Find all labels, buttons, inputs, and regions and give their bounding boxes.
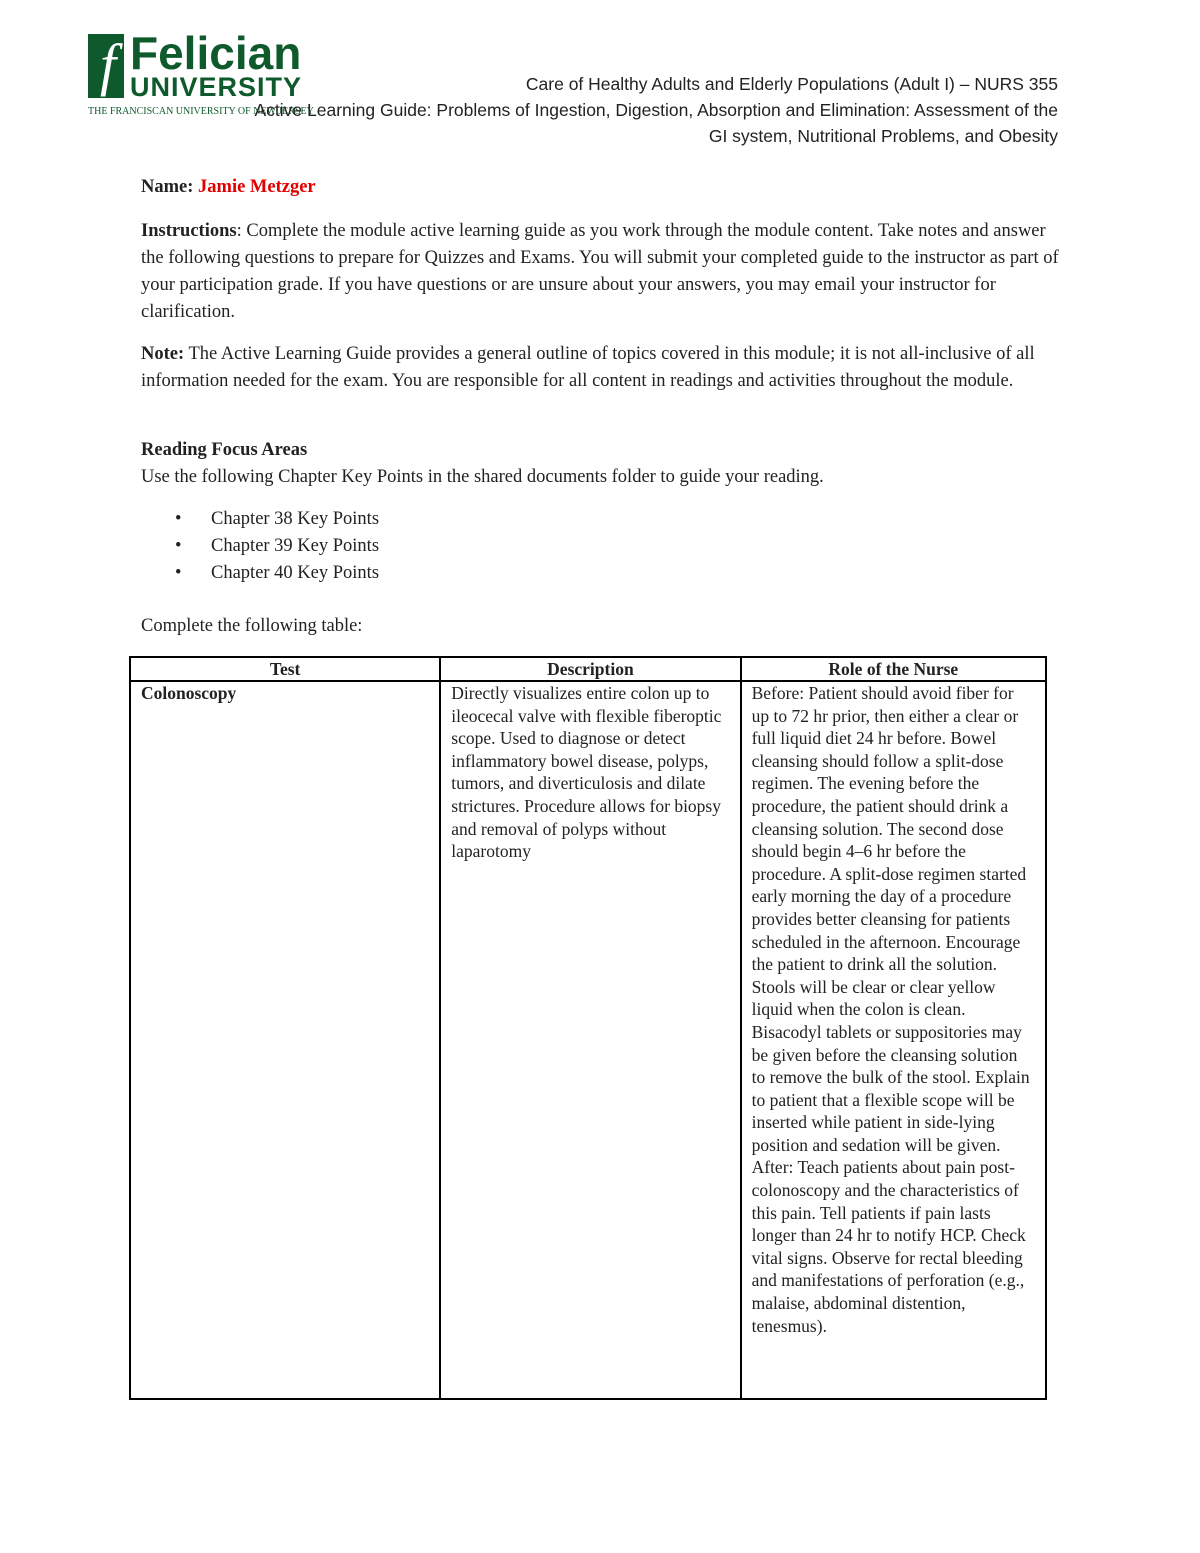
note-text: The Active Learning Guide provides a general outline of topics covered in this module; it is not all-inclusive of all information needed for the exam. You are responsible for all content in readings and activities throughout the module. [141, 344, 1035, 391]
table-instruction: Complete the following table: [141, 616, 363, 636]
bullet-icon: • [175, 509, 182, 529]
instructions-text: : Complete the module active learning guide as you work through the module content. Take notes and answer the following questions to prepare for Quizzes and Exams. You will submit your completed guide to the instructor as part of your participation grade. If you have questions or are unsure about your answers, you may email your instructor for clarification. [141, 221, 1059, 322]
note-label: Note: [141, 344, 185, 364]
reading-heading: Reading Focus Areas [141, 440, 308, 460]
instructions-paragraph [141, 218, 1061, 326]
list-item: • Chapter 38 Key Points [141, 506, 1061, 533]
header-role: Role of the Nurse [741, 657, 1046, 681]
note-paragraph [141, 341, 1061, 395]
list-item: • Chapter 40 Key Points [141, 560, 1061, 587]
guide-title-line2: GI system, Nutritional Problems, and Obesity [708, 126, 1058, 146]
header-test: Test [130, 657, 440, 681]
logo-name: Felician [130, 27, 302, 79]
list-item: • Chapter 39 Key Points [141, 533, 1061, 560]
logo-tagline: THE FRANCISCAN UNIVERSITY OF NEW JERSEY [88, 106, 314, 117]
key-points-list [141, 506, 1061, 587]
table-row [130, 681, 1046, 1399]
test-table [129, 656, 1047, 1400]
reading-intro: Use the following Chapter Key Points in the shared documents folder to guide your reading. [141, 467, 824, 487]
role-before: Before: Patient should avoid fiber for up to 72 hr prior, then either a clear or full liquid diet 24 hr before. Bowel cleansing should follow a split-dose regimen. The evening before the procedure, the patient should drink a cleansing solution. The second dose should begin 4–6 hr before the procedure. A split-dose regimen started early morning the day of a procedure provides better cleansing for patients scheduled in the afternoon. Encourage the patient to drink all the solution. Stools will be clear or clear yellow liquid when the colon is clean. Bisacodyl tablets or suppositories may be given before the cleansing solution to remove the bulk of the stool. Explain to patient that a flexible scope will be inserted while patient in side-lying position and sedation will be given. [751, 683, 1030, 1155]
reading-focus-section [141, 437, 1061, 491]
guide-title-line1: Active Learning Guide: Problems of Ingestion, Digestion, Absorption and Elimination: Assessment of the [254, 100, 1058, 120]
header-description: Description [440, 657, 740, 681]
student-name: Jamie Metzger [198, 177, 316, 197]
bullet-icon: • [175, 563, 182, 583]
instructions-label: Instructions [141, 221, 237, 241]
logo-subtitle: UNIVERSITY [130, 72, 303, 102]
student-name-line [141, 174, 1061, 201]
logo-mark: f [88, 34, 124, 98]
name-label: Name: [141, 177, 194, 197]
cell-description: Directly visualizes entire colon up to ileocecal valve with flexible fiberoptic scope. Used to diagnose or detect inflammatory bowel disease, polyps, tumors, and diverticulosis and dilate strictures. Procedure allows for biopsy and removal of polyps without laparotomy [440, 681, 740, 1399]
course-title: Care of Healthy Adults and Elderly Populations (Adult I) – NURS 355 [525, 74, 1058, 94]
bullet-icon: • [175, 536, 182, 556]
cell-test: Colonoscopy [130, 681, 440, 1399]
cell-role [741, 681, 1046, 1399]
role-after: After: Teach patients about pain post-colonoscopy and the characteristics of this pain. Tell patients if pain lasts longer than 24 hr to notify HCP. Check vital signs. Observe for rectal bleeding and manifestations of perforation (e.g., malaise, abdominal distention, tenesmus). [751, 1157, 1026, 1336]
table-header-row [130, 657, 1046, 681]
